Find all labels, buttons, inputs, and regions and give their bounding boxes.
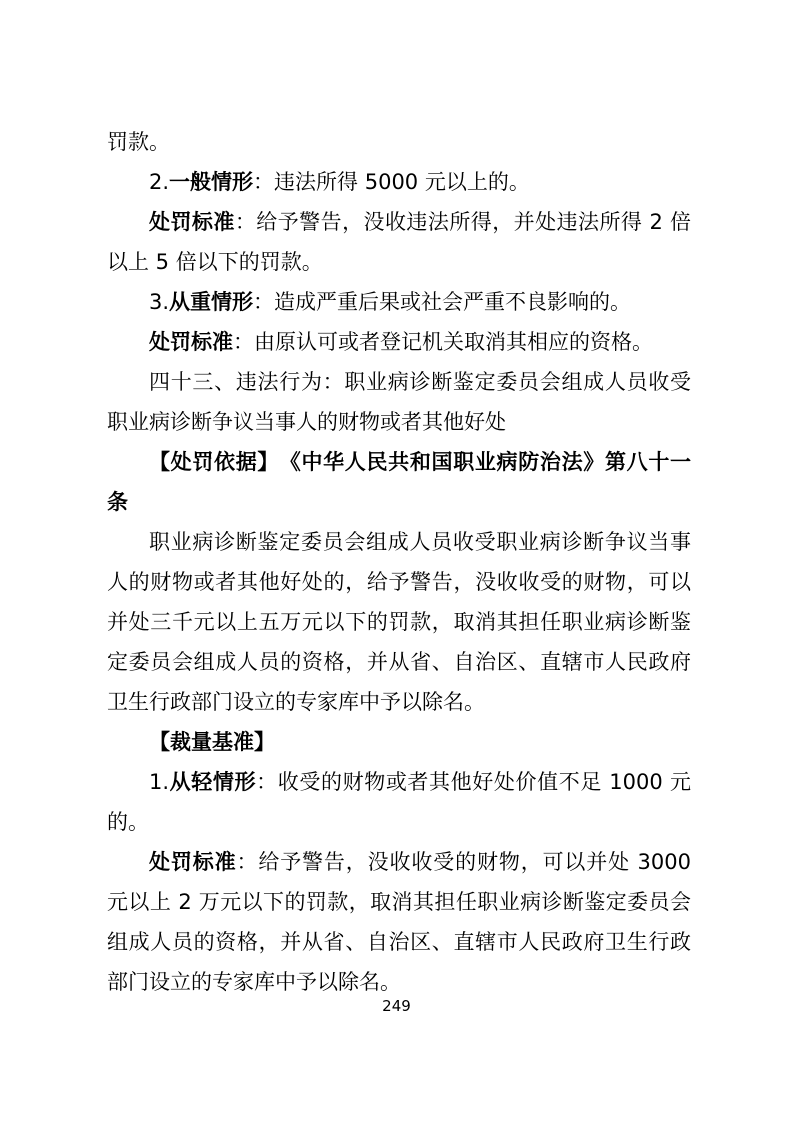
text-run: 职业病诊断鉴定委员会组成人员收受职业病诊断争议当事人的财物或者其他好处的，给予警告，没收收受的财物，可以并处三千元以上五万元以下的罚款，取消其担任职业病诊断鉴定委员会组成人员的资格，并从省、自治区、直辖市人民政府卫生行政部门设立的专家库中予以除名。	[107, 530, 691, 714]
text-run: 3.	[149, 290, 170, 314]
text-run: 一般情形	[169, 170, 254, 194]
discretion-benchmark-heading	[107, 722, 691, 762]
document-body	[107, 122, 691, 1002]
text-run: 2.	[149, 170, 170, 194]
text-run: ：给予警告，没收违法所得，并处违法所得 2 倍以上 5 倍以下的罚款。	[107, 210, 691, 274]
page-number: 249	[382, 997, 411, 1015]
text-run: 处罚标准	[149, 210, 235, 234]
text-run: 从重情形	[169, 290, 254, 314]
text-run: ：违法所得 5000 元以上的。	[253, 170, 530, 194]
text-run: ：造成严重后果或社会严重不良影响的。	[253, 290, 632, 314]
clause-1-penalty-standard	[107, 842, 691, 1002]
text-run: 1.	[149, 770, 170, 794]
clause-2-general-circumstance	[107, 162, 691, 202]
law-provision-text	[107, 522, 691, 722]
page-footer	[0, 995, 793, 1017]
text-run: 【裁量基准】	[149, 730, 275, 754]
clause-2-penalty-standard	[107, 202, 691, 282]
text-run: ：由原认可或者登记机关取消其相应的资格。	[233, 330, 653, 354]
paragraph-continuation	[107, 122, 691, 162]
clause-1-lenient-circumstance	[107, 762, 691, 842]
text-run: 从轻情形	[169, 770, 257, 794]
penalty-basis-heading	[107, 442, 691, 522]
text-run: 处罚标准	[149, 330, 233, 354]
text-run: 四十三、违法行为：职业病诊断鉴定委员会组成人员收受职业病诊断争议当事人的财物或者其他好处	[107, 370, 691, 434]
text-run: 处罚标准	[149, 850, 237, 874]
text-run: ：给予警告，没收收受的财物，可以并处 3000 元以上 2 万元以下的罚款，取消其担任职业病诊断鉴定委员会组成人员的资格，并从省、自治区、直辖市人民政府卫生行政部门设立的专家库中予以除名。	[107, 850, 692, 994]
clause-3-aggravated-circumstance	[107, 282, 691, 322]
item-43-illegal-act	[107, 362, 691, 442]
text-run: 罚款。	[107, 130, 170, 154]
text-run: ：收受的财物或者其他好处价值不足 1000 元的。	[107, 770, 691, 834]
clause-3-penalty-standard	[107, 322, 691, 362]
text-run: 【处罚依据】 《中华人民共和国职业病防治法》第八十一条	[107, 450, 691, 514]
